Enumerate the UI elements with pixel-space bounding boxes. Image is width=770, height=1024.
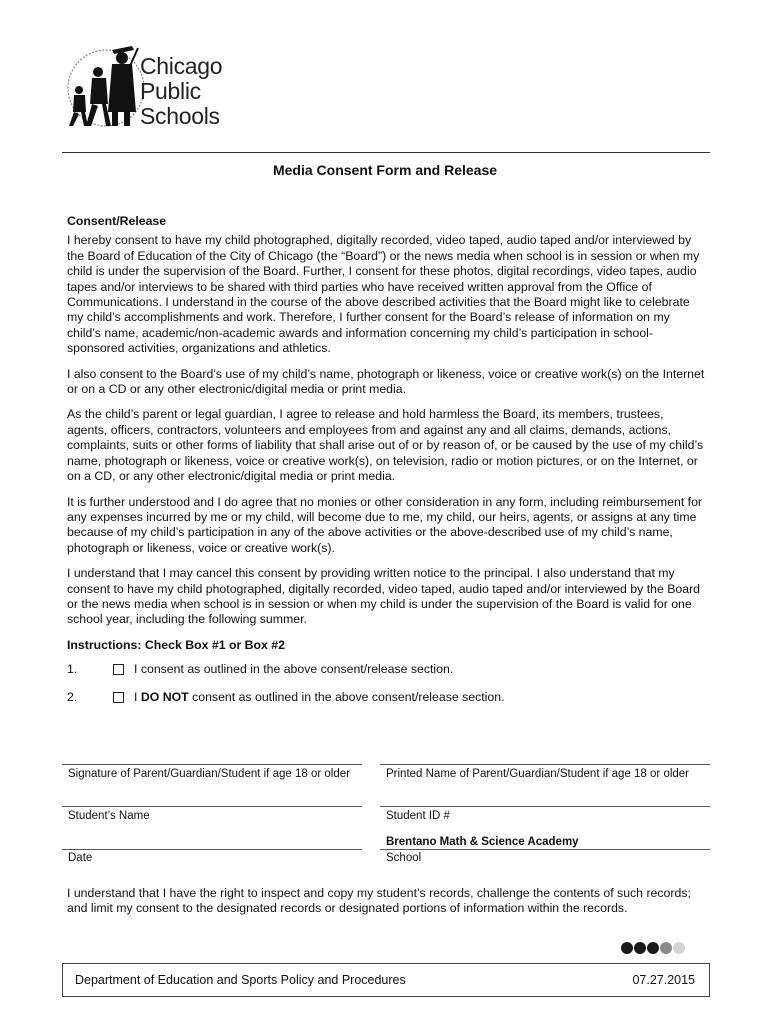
consent-paragraph-3: As the child’s parent or legal guardian, I agree to release and hold harmless the Board, its members, trustees, agents, officers, contractors, volunteers and employees from and against any and all claims, demands, actions, complaints, suits or other forms of liability that shall arise out of or by reason of, or be caused by the use of my child’s name, photograph or likeness, voice or creative work(s), on television, radio or motion pictures, or on the Internet, or on a CD, or any other electronic/digital media or print media.: [67, 407, 704, 484]
footer-date: 07.27.2015: [632, 973, 695, 987]
date-line[interactable]: [62, 849, 362, 850]
option-2: [67, 690, 707, 705]
form-title: Media Consent Form and Release: [272, 162, 498, 178]
footer: [62, 963, 710, 997]
option-2-number: 2.: [67, 689, 78, 704]
option-2-text: [134, 690, 505, 705]
page-dots-indicator: [621, 941, 686, 955]
logo-line-2: Public: [140, 78, 201, 104]
option-2-emphasis: DO NOT: [140, 689, 189, 704]
signature-label: Signature of Parent/Guardian/Student if age 18 or older: [68, 768, 350, 780]
printed-name-line[interactable]: [380, 764, 710, 765]
consent-heading: Consent/Release: [67, 214, 167, 228]
logo-line-3: Schools: [140, 103, 220, 129]
instructions-heading: Instructions: Check Box #1 or Box #2: [67, 637, 285, 652]
date-label: Date: [68, 852, 93, 864]
student-id-label: Student ID #: [386, 810, 450, 822]
student-name-line[interactable]: [62, 806, 362, 807]
records-rights-text: I understand that I have the right to inspect and copy my student’s records, challenge the contents of such records; and limit my consent to the designated records or designated portions of information within the records.: [67, 886, 691, 916]
option-2-checkbox[interactable]: [113, 692, 124, 703]
dot-1: [621, 942, 633, 954]
consent-paragraph-1: I hereby consent to have my child photographed, digitally recorded, video taped, audio taped and/or interviewed by the Board of Education of the City of Chicago (the “Board”) or the news media when school is in session or when my child is under the supervision of the Board. Further, I consent for these photos, digital recordings, video tapes, audio tapes and/or interviews to be shared with third parties who have received written approval from the Office of Communications. I understand in the course of the above described activities that the Board might like to celebrate my child’s accomplishments and work. Therefore, I further consent for the Board’s release of information on my child’s name, academic/non-academic awards and information concerning my child’s participation in school-sponsored activities, organizations and athletics.: [67, 233, 700, 356]
consent-paragraph-5: I understand that I may cancel this consent by providing written notice to the principal. I also understand that my consent to have my child photographed, digitally recorded, video taped, audio taped and/or interviewed by the Board or the news media when school is in session or when my child is under the supervision of the Board is valid for one school year, including the following summer.: [67, 566, 701, 627]
school-line[interactable]: [380, 849, 710, 850]
student-name-label: Student’s Name: [68, 810, 150, 822]
dot-4: [660, 942, 672, 954]
dot-3: [647, 942, 659, 954]
consent-paragraph-4: It is further understood and I do agree that no monies or other consideration in any form, including reimbursement for any expenses incurred by me or my child, will become due to me, my child, our heirs, agents, or assigns at any time because of my child’s participation in any of the above activities or the above-described use of my child’s name, photograph or likeness, voice or creative work(s).: [67, 494, 703, 555]
dot-5: [673, 942, 685, 954]
consent-section: [67, 214, 707, 717]
option-1-text: I consent as outlined in the above consent/release section.: [134, 662, 454, 677]
signature-line[interactable]: [62, 764, 362, 765]
consent-paragraph-2: I also consent to the Board’s use of my child’s name, photograph or likeness, voice or creative work(s) on the Internet or on a CD or any other electronic/digital media or print media.: [67, 366, 705, 397]
header-divider: [62, 152, 710, 153]
footer-department: Department of Education and Sports Policy and Procedures: [75, 973, 406, 987]
printed-name-label: Printed Name of Parent/Guardian/Student if age 18 or older: [386, 768, 690, 780]
logo-line-1: Chicago: [140, 53, 223, 79]
option-1: [67, 662, 707, 677]
option-2-suffix: consent as outlined in the above consent/release section.: [188, 689, 505, 704]
option-1-number: 1.: [67, 662, 78, 677]
option-2-prefix: I: [134, 689, 141, 704]
dot-2: [634, 942, 646, 954]
cps-logo-wordmark: [140, 54, 222, 129]
student-id-line[interactable]: [380, 806, 710, 807]
school-value: Brentano Math & Science Academy: [386, 836, 579, 848]
school-label: School: [386, 852, 422, 864]
option-1-checkbox[interactable]: [113, 664, 124, 675]
